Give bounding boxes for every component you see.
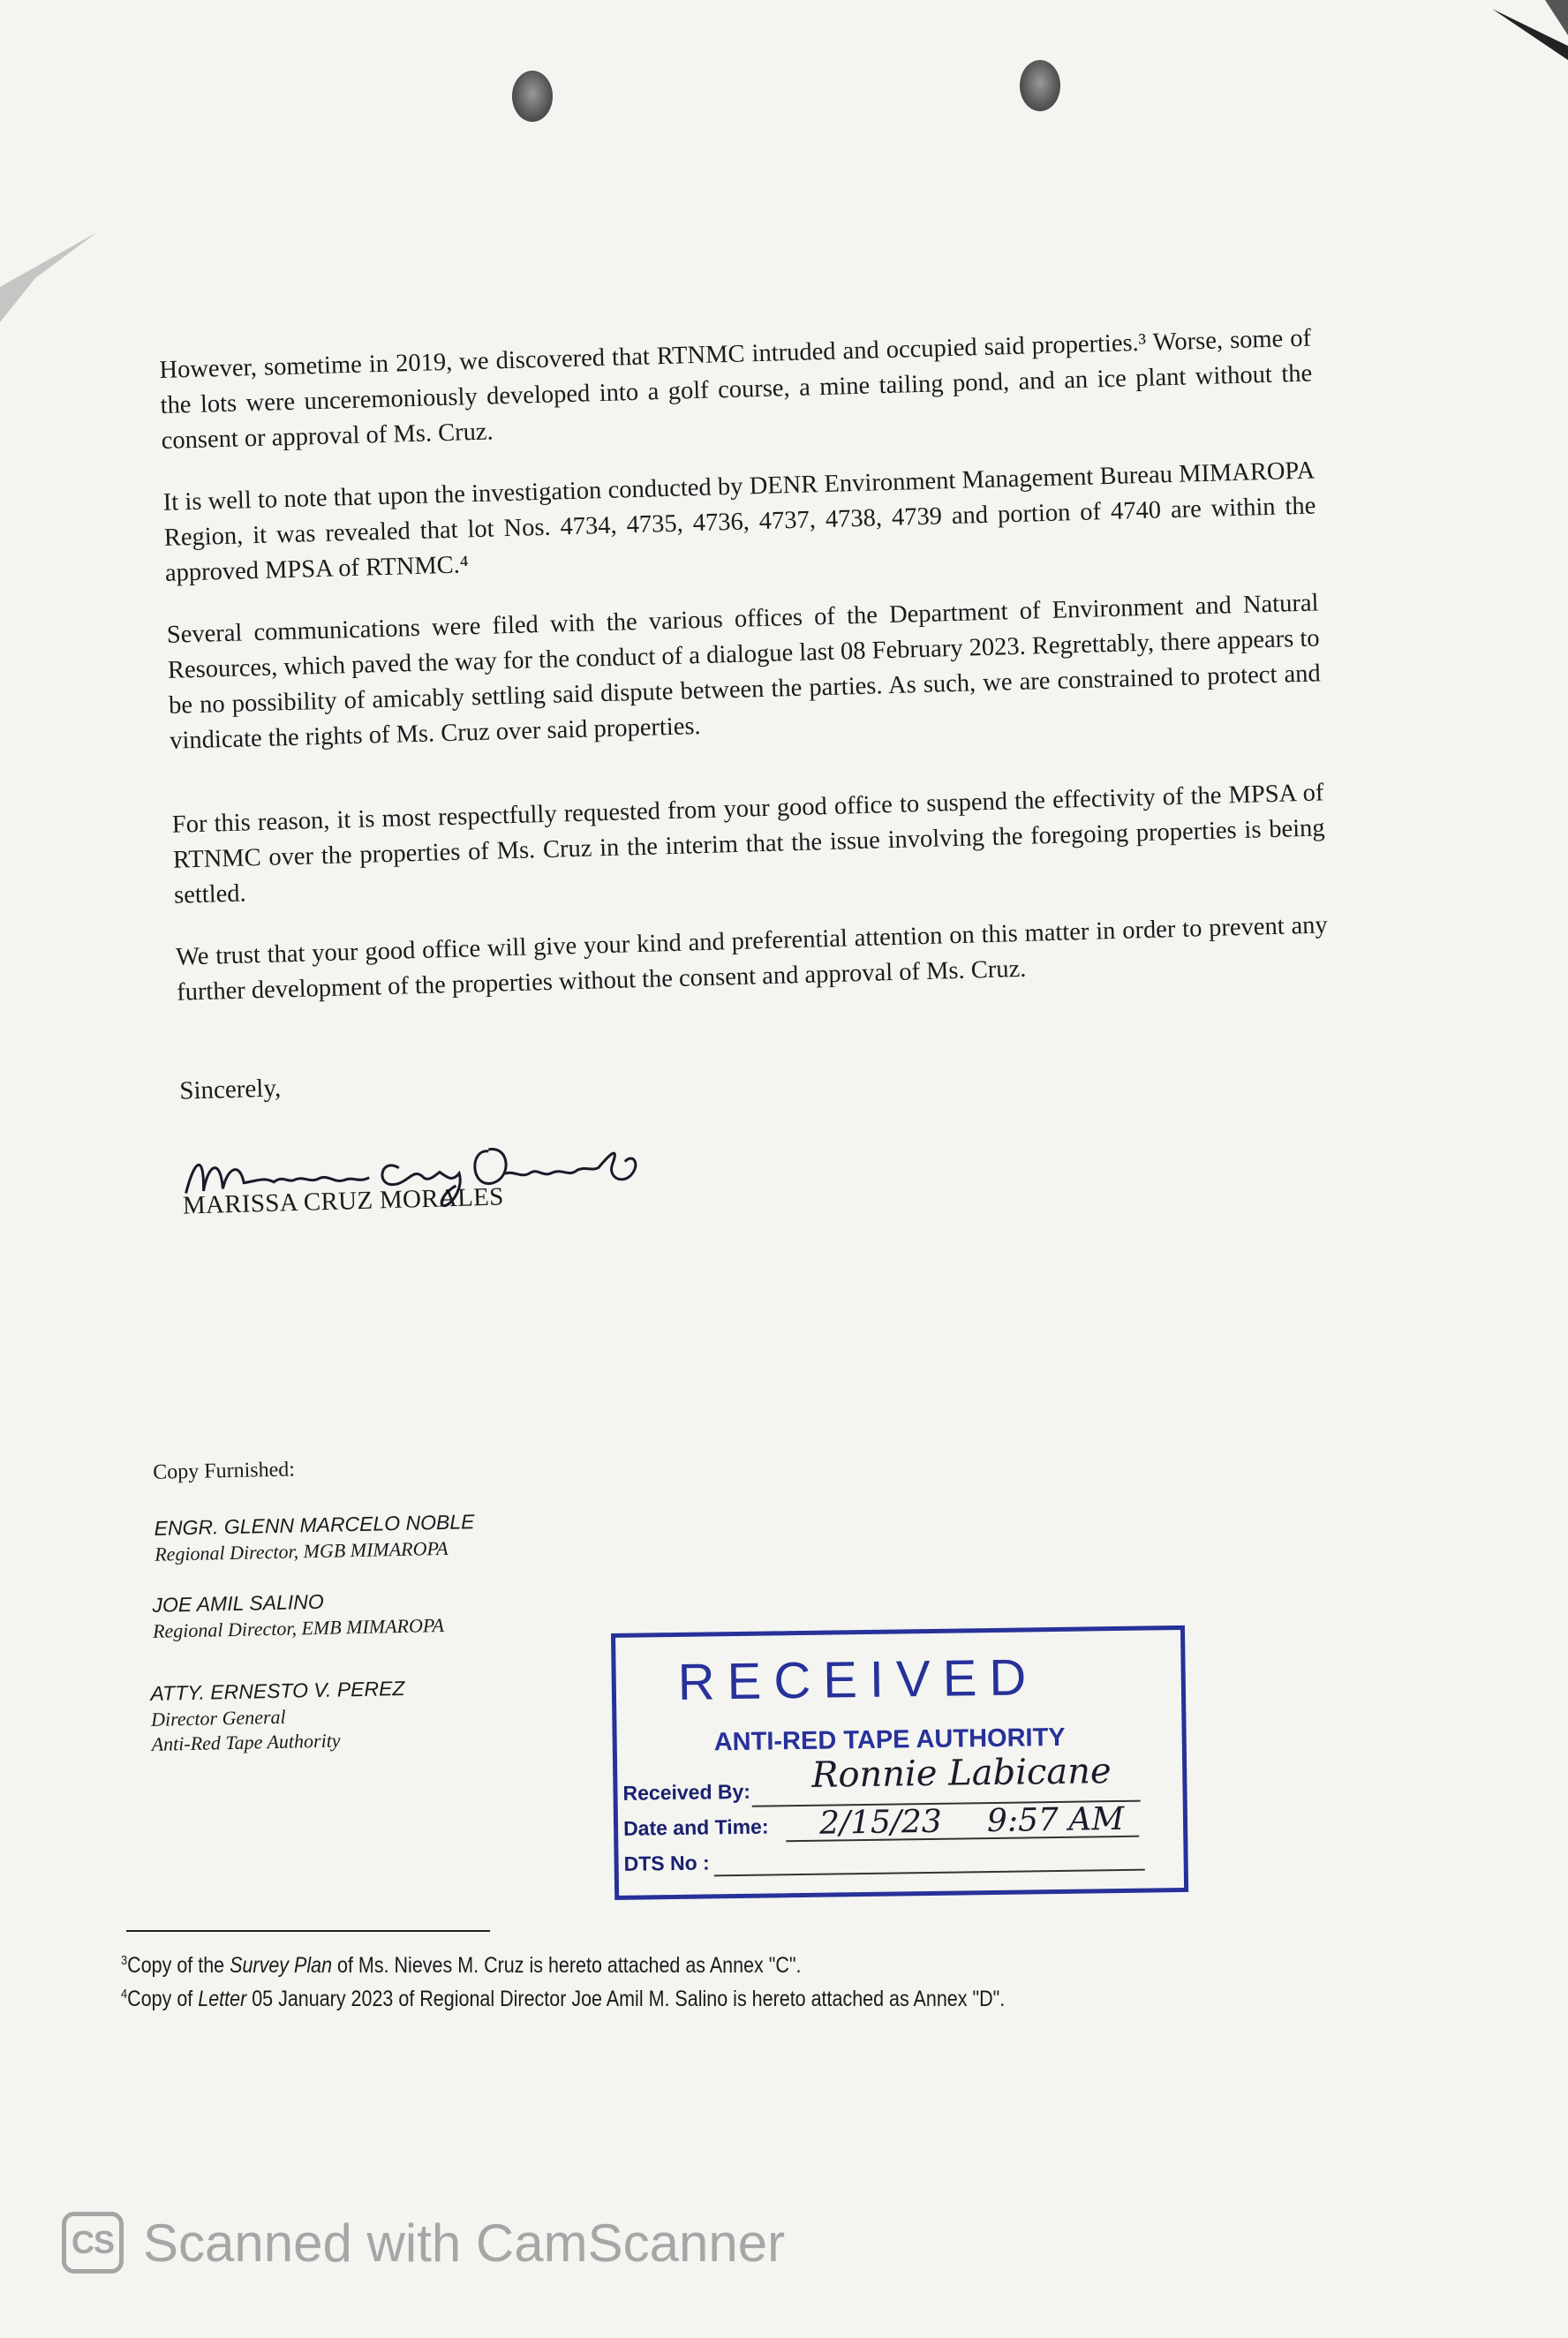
footnote-text: Survey Plan — [230, 1953, 333, 1978]
watermark-text: Scanned with CamScanner — [143, 2213, 786, 2273]
recipient-title: Anti-Red Tape Authority — [151, 1729, 341, 1755]
time-value: 9:57 AM — [986, 1800, 1125, 1840]
received-by-label: Received By: — [622, 1779, 751, 1805]
camscanner-icon: CS — [62, 2212, 124, 2274]
footnote-separator — [126, 1930, 490, 1932]
recipient-name: JOE AMIL SALINO — [152, 1589, 324, 1617]
date-value: 2/15/23 — [818, 1803, 943, 1842]
footnote — [121, 1953, 802, 1979]
dts-line — [714, 1869, 1145, 1877]
closing: Sincerely, — [178, 1074, 282, 1105]
punch-hole-right — [1020, 60, 1060, 111]
stamp-agency: ANTI-RED TAPE AUTHORITY — [713, 1723, 1066, 1757]
punch-hole-left — [512, 71, 553, 122]
paragraph: However, sometime in 2019, we discovered that RTNMC intruded and occupied said properties.³ Worse, some of the lots were unceremoniously developed into a golf course, a mine tailing pond, and an ice plant without the consent or approval of Ms. Cruz. — [159, 324, 1313, 455]
paragraph: Several communications were filed with the various offices of the Department of Environment and Natural Resources, which paved the way for the conduct of a dialogue last 08 February 2023. Regrettably, there appears to be no possibility of amicably settling said dispute between the parties. As such, we are constrained to protect and vindicate the rights of Ms. Cruz over said properties. — [166, 589, 1322, 755]
footnote-text: Copy of — [127, 1987, 199, 2011]
received-stamp — [611, 1625, 1188, 1900]
received-by-value: Ronnie Labicane — [810, 1751, 1112, 1796]
date-time-label: Date and Time: — [622, 1814, 769, 1840]
paragraph: For this reason, it is most respectfully requested from your good office to suspend the effectivity of the MPSA of RTNMC over the properties of Ms. Cruz in the interim that the issue involving the foregoing properties is being settled. — [171, 779, 1325, 909]
letter-body — [159, 321, 1329, 1220]
paragraph: We trust that your good office will give your kind and preferential attention on this matter in order to prevent any further development of the properties without the consent and approval of Ms. Cruz. — [175, 911, 1329, 1007]
footnote-text: 05 January 2023 of Regional Director Joe Amil M. Salino is hereto attached as Annex "D". — [246, 1987, 1006, 2011]
page-edge-shadow-icon — [0, 225, 106, 322]
dts-label: DTS No : — [623, 1851, 710, 1875]
page-corner-shadow-icon — [1492, 0, 1568, 62]
footnote-text: Copy of the — [127, 1953, 230, 1978]
footnote-number: 3 — [121, 1953, 128, 1968]
paragraph: It is well to note that upon the investigation conducted by DENR Environment Management Bureau MIMAROPA Region, it was revealed that lot Nos. 4734, 4735, 4736, 4737, 4738, 4739 and portion of 4740 are within the approved MPSA of RTNMC.⁴ — [162, 456, 1316, 587]
signatory-name: MARISSA CRUZ MORALES — [182, 1182, 505, 1220]
copy-furnished-heading: Copy Furnished: — [152, 1458, 296, 1484]
recipient-name: ENGR. GLENN MARCELO NOBLE — [154, 1510, 475, 1540]
recipient-title: Director General — [150, 1705, 286, 1731]
recipient-name: ATTY. ERNESTO V. PEREZ — [150, 1676, 405, 1705]
footnote — [121, 1987, 1005, 2012]
stamp-title: RECEIVED — [677, 1648, 1039, 1711]
footnote-text: of Ms. Nieves M. Cruz is hereto attached as Annex "C". — [332, 1953, 802, 1978]
footnote-number: 4 — [121, 1987, 128, 2002]
camscanner-watermark — [62, 2212, 785, 2274]
recipient-title: Regional Director, MGB MIMAROPA — [154, 1536, 449, 1565]
recipient-title: Regional Director, EMB MIMAROPA — [152, 1613, 445, 1642]
footnote-text: Letter — [198, 1987, 247, 2011]
